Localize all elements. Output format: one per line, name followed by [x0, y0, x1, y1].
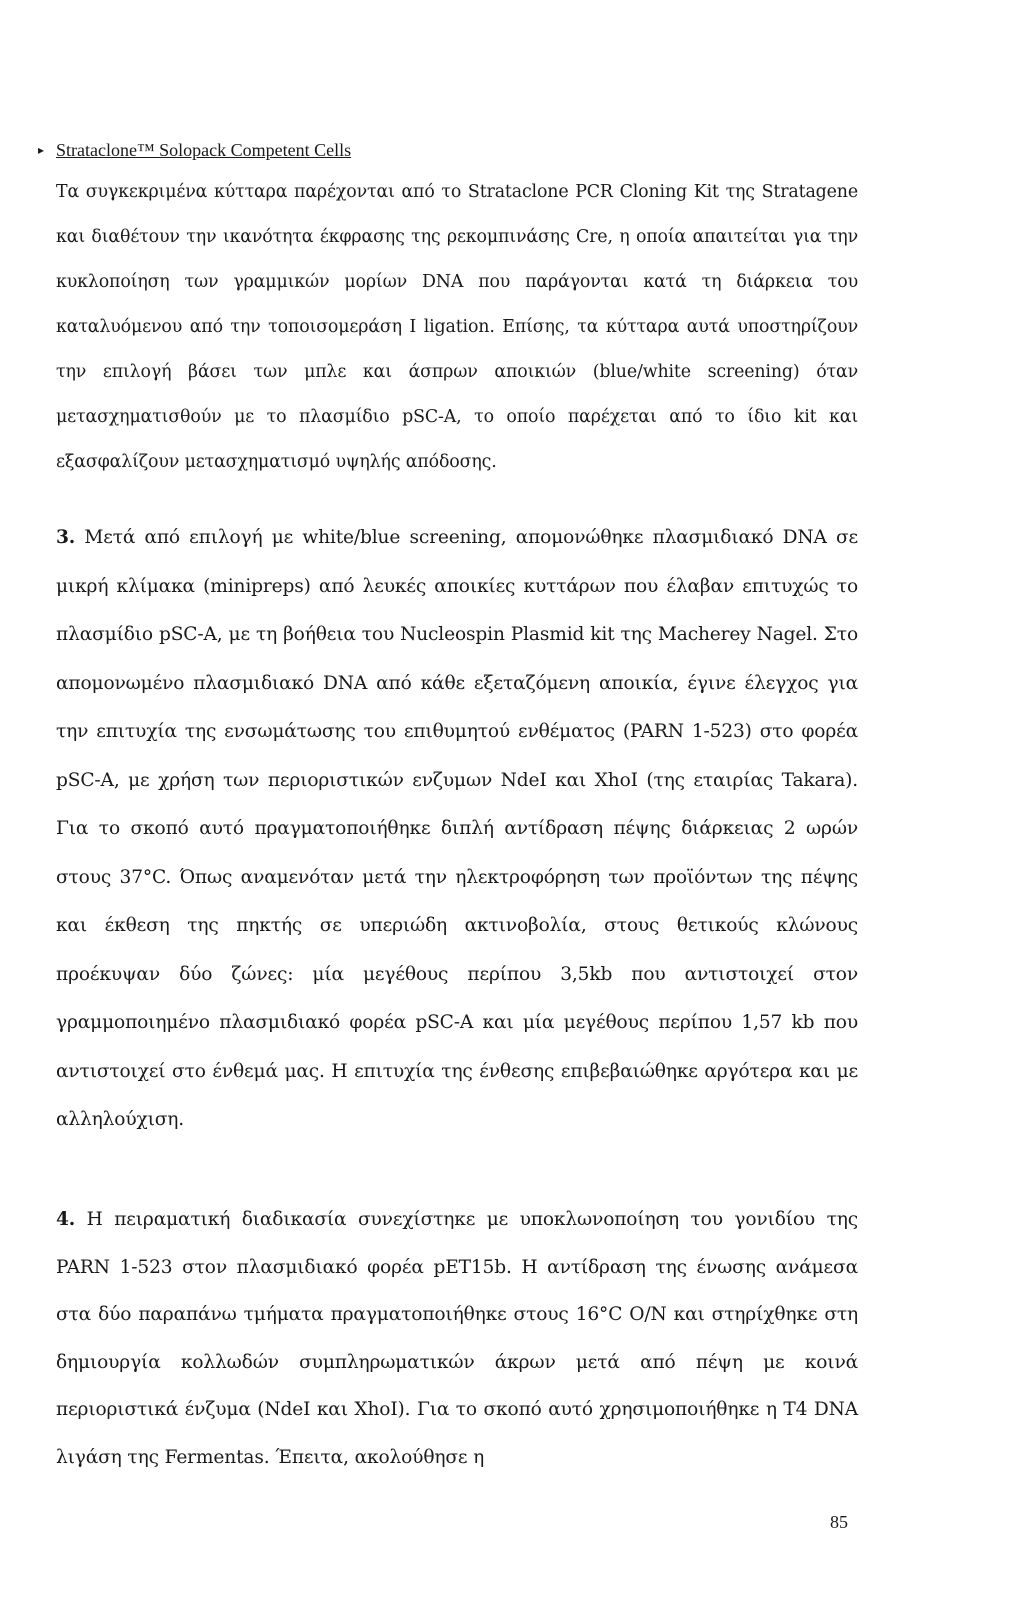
paragraph-step-4: [56, 1196, 858, 1481]
step-number: 3.: [56, 527, 76, 548]
step-number: 4.: [56, 1209, 76, 1230]
paragraph-step-3: [56, 514, 858, 1145]
section-title: Strataclone™ Solopack Competent Cells: [56, 140, 352, 160]
step-text: Μετά από επιλογή με white/blue screening, απομονώθηκε πλασμιδιακό DNA σε μικρή κλίμακα (minipreps) από λευκές αποικίες κυττάρων που έλαβαν επιτυχώς το πλασμίδιο pSC-A, με τη βοήθεια του Nucleospin Plasmid kit της Macherey Nagel. Στο απομονωμένο πλασμιδιακό DNA από κάθε εξεταζόμενη αποικία, έγινε έλεγχος για την επιτυχία της ενσωμάτωσης του επιθυμητού ενθέματος (PARN 1-523) στο φορέα pSC-A, με χρήση των περιοριστικών ενζυμων NdeI και XhoI (της εταιρίας Takara). Για το σκοπό αυτό πραγματοποιήθηκε διπλή αντίδραση πέψης διάρκειας 2 ωρών στους 37°C. Όπως αναμενόταν μετά την ηλεκτροφόρηση των προϊόντων της πέψης και έκθεση της πηκτής σε υπεριώδη ακτινοβολία, στους θετικούς κλώνους προέκυψαν δύο ζώνες: μία μεγέθους περίπου 3,5kb που αντιστοιχεί στον γραμμοποιημένο πλασμιδιακό φορέα pSC-A και μία μεγέθους περίπου 1,57 kb που αντιστοιχεί στο ένθεμά μας. Η επιτυχία της ένθεσης επιβεβαιώθηκε αργότερα και με αλληλούχιση.: [56, 527, 858, 1130]
section-heading: [38, 140, 351, 161]
page-number: 85: [830, 1512, 848, 1532]
paragraph-competent-cells: Τα συγκεκριμένα κύτταρα παρέχονται από το Strataclone PCR Cloning Kit της Stratagene και διαθέτουν την ικανότητα έκφρασης της ρεκομπινάσης Cre, η οποία απαιτείται για την κυκλοποίηση των γραμμικών μορίων DNA που παράγονται κατά τη διάρκεια του καταλυόμενου από την τοποισομεράση I ligation. Επίσης, τα κύτταρα αυτά υποστηρίζουν την επιλογή βάσει των μπλε και άσπρων αποικιών (blue/white screening) όταν μετασχηματισθούν με το πλασμίδιο pSC-A, το οποίο παρέχεται από το ίδιο kit και εξασφαλίζουν μετασχηματισμό υψηλής απόδοσης.: [56, 182, 858, 472]
step-text: Η πειραματική διαδικασία συνεχίστηκε με υποκλωνοποίηση του γονιδίου της PARN 1-523 στον πλασμιδιακό φορέα pET15b. Η αντίδραση της ένωσης ανάμεσα στα δύο παραπάνω τμήματα πραγματοποιήθηκε στους 16°C O/N και στηρίχθηκε στη δημιουργία κολλωδών συμπληρωματικών άκρων μετά από πέψη με κοινά περιοριστικά ένζυμα (NdeI και XhoI). Για το σκοπό αυτό χρησιμοποιήθηκε η T4 DNA λιγάση της Fermentas. Έπειτα, ακολούθησε η: [56, 1209, 858, 1468]
arrow-bullet-icon: ▸: [38, 143, 45, 157]
